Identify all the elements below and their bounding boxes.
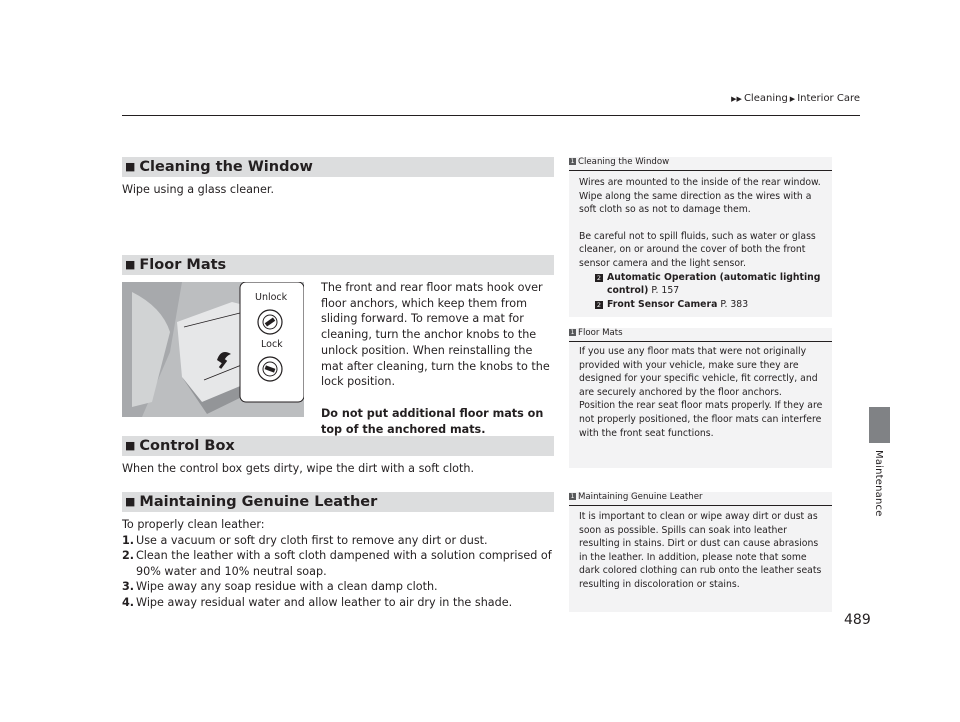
page-number: 489: [844, 612, 871, 628]
cross-reference-automatic-lighting[interactable]: 2 Automatic Operation (automatic lighting: [596, 271, 821, 283]
note-marker-icon: 1: [570, 329, 575, 336]
header-divider: [122, 115, 860, 116]
step-number: 4.: [122, 595, 135, 609]
section-heading-control-box: [122, 436, 554, 456]
note-panel-floor-mats: [569, 328, 832, 468]
section-square-icon: ■: [125, 439, 136, 452]
section-square-icon: ■: [125, 495, 136, 508]
section-title: Control Box: [139, 438, 235, 454]
note-panel-leather: [569, 492, 832, 612]
section-title: Floor Mats: [139, 257, 227, 273]
note-panel-window: [569, 157, 832, 317]
note-body: [579, 510, 827, 592]
note-paragraph: Be careful not to spill fluids, such as water or glass cleaner, on or around the cover of both the front sensor camera and the light sensor.: [579, 230, 816, 269]
step-text: Wipe away any soap residue with a clean damp cloth.: [136, 580, 438, 593]
leather-steps: [122, 517, 562, 610]
breadcrumb: [700, 93, 860, 104]
breadcrumb-arrow-icon: ▶: [789, 95, 796, 103]
reference-arrow-icon: 2: [596, 273, 602, 282]
note-paragraph: It is important to clean or wipe away dirt or dust as soon as possible. Spills can soak into leather resulting in stains. Dirt or dust can cause abrasions in the leather. In addition, please note that some dark colored clothing can rub onto the leather seats resulting in discoloration or stains.: [579, 511, 822, 590]
note-paragraph: If you use any floor mats that were not originally provided with your vehicle, make sure they are designed for your specific vehicle, fit correctly, and are securely anchored by the floor anchors.: [579, 346, 818, 398]
section-heading-floor-mats: [122, 255, 554, 275]
note-title: 1 Cleaning the Window: [570, 157, 670, 167]
section-title: Maintaining Genuine Leather: [139, 494, 378, 510]
breadcrumb-arrow-icon: ▶▶: [731, 95, 742, 103]
floor-mats-text-block: [321, 280, 555, 437]
step-item: [122, 548, 562, 579]
note-divider: [569, 170, 832, 171]
note-marker-icon: 1: [570, 493, 575, 500]
step-item: [122, 533, 562, 549]
chapter-tab-label: Maintenance: [873, 450, 884, 517]
section-square-icon: ■: [125, 258, 136, 271]
step-text: Clean the leather with a soft cloth dampened with a solution comprised of 90% water and 10% neutral soap.: [136, 549, 552, 578]
unlock-label: Unlock: [255, 292, 288, 303]
note-divider: [569, 505, 832, 506]
floor-mat-anchor-illustration: [122, 282, 304, 417]
note-title: 1 Maintaining Genuine Leather: [570, 492, 703, 502]
note-divider: [569, 341, 832, 342]
note-paragraph: Position the rear seat floor mats properly. If they are not properly positioned, the floor mats can interfere with the front seat functions.: [579, 400, 823, 439]
note-body: [579, 176, 827, 311]
note-marker-icon: 1: [570, 158, 575, 165]
cross-reference-continuation[interactable]: control) P. 157: [607, 285, 680, 297]
floor-mats-text: The front and rear floor mats hook over floor anchors, which keep them from sliding forward. To remove a mat for cleaning, turn the anchor knobs to the unlock position. When reinstalling the mat after cleaning, turn the knobs to the lock position.: [321, 281, 550, 389]
leather-intro: To properly clean leather:: [122, 518, 265, 531]
note-title: 1 Floor Mats: [570, 328, 623, 338]
step-text: Wipe away residual water and allow leather to air dry in the shade.: [136, 595, 513, 609]
section-heading-window: [122, 157, 554, 177]
step-number: 1.: [122, 533, 135, 547]
step-number: 2.: [122, 549, 135, 562]
section-square-icon: ■: [125, 160, 136, 173]
lock-label: Lock: [261, 339, 283, 350]
breadcrumb-item-interior-care: Interior Care: [797, 93, 860, 104]
window-text: Wipe using a glass cleaner.: [122, 183, 275, 196]
section-title: Cleaning the Window: [139, 159, 313, 175]
control-box-text: When the control box gets dirty, wipe the dirt with a soft cloth.: [122, 462, 475, 475]
section-heading-leather: [122, 492, 554, 512]
step-text: Use a vacuum or soft dry cloth first to remove any dirt or dust.: [136, 533, 488, 547]
step-item: [122, 595, 562, 611]
chapter-tab-marker: [869, 407, 890, 443]
breadcrumb-item-cleaning: Cleaning: [743, 93, 788, 104]
note-body: [579, 345, 827, 440]
cross-reference-front-sensor-camera[interactable]: 2 Front Sensor Camera P. 383: [596, 298, 749, 310]
step-number: 3.: [122, 580, 135, 593]
step-item: [122, 579, 562, 595]
floor-mats-warning: Do not put additional floor mats on top of the anchored mats.: [321, 406, 544, 436]
note-paragraph: Wires are mounted to the inside of the rear window. Wipe along the same direction as the wires with a soft cloth so as not to damage them.: [579, 177, 821, 216]
reference-arrow-icon: 2: [596, 300, 602, 309]
